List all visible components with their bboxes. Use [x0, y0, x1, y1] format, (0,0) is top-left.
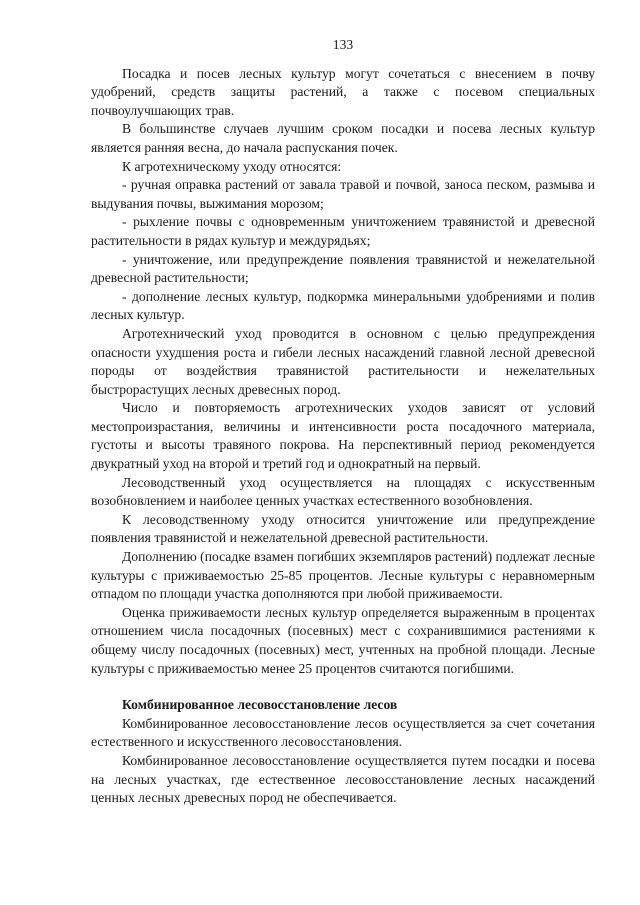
page-number: 133	[332, 37, 354, 52]
paragraph-best-planting-time: В большинстве случаев лучшим сроком посадки и посева лесных культур является ранняя весна, до начала распускания почек.	[91, 121, 595, 155]
section-heading: Комбинированное лесовосстановление лесов	[122, 697, 398, 713]
paragraph-agrotech-care-intro: К агротехническому уходу относятся:	[122, 158, 342, 174]
document-page	[91, 36, 595, 808]
paragraph-planting-fertilizers: Посадка и посев лесных культур могут сочетаться с внесением в почву удобрений, средств защиты растений, а также с посевом специальных почвоулучшающих трав.	[91, 65, 595, 118]
paragraph-survival-assessment: Оценка приживаемости лесных культур определяется выраженным в процентах отношением числа посадочных (посевных) мест с сохранившимися растениями к общему числу посадочных (посевных) мест, учтенных на пробной площади. Лесные культуры с приживаемостью менее 25 процентов считаются погибшими.	[91, 604, 595, 676]
list-item-manual-straightening: - ручная оправка растений от завала травой и почвой, заноса песком, размыва и выдувания почвы, выжимания морозом;	[91, 177, 595, 211]
list-item-supplementing-cultures: - дополнение лесных культур, подкормка минеральными удобрениями и полив лесных культур.	[91, 288, 595, 323]
paragraph-agrotech-care-purpose: Агротехнический уход проводится в основном с целью предупреждения опасности ухудшения роста и гибели лесных насаждений главной лесной древесной породы от воздействия травянистой растительности и нежелательных быстрорастущих лесных древесных пород.	[91, 325, 595, 397]
paragraph-silvicultural-care: Лесоводственный уход осуществляется на площадях с искусственным возобновлением и наиболее ценных участках естественного возобновления.	[91, 474, 595, 509]
paragraph-supplementing: Дополнению (посадке взамен погибших экземпляров растений) подлежат лесные культуры с приживаемостью 25-85 процентов. Лесные культуры с неравномерным отпадом по площади участка дополняются при любой приживаемости.	[91, 549, 595, 602]
paragraph-combined-reforestation: Комбинированное лесовосстановление лесов осуществляется за счет сочетания естественного и искусственного лесовосстановления.	[91, 715, 595, 750]
paragraph-combined-reforestation-method: Комбинированное лесовосстановление осуществляется путем посадки и посева на лесных участках, где естественное лесовосстановление лесных насаждений ценных лесных древесных пород не обеспечивается.	[91, 752, 595, 806]
list-item-soil-loosening: - рыхление почвы с одновременным уничтожением травянистой и древесной растительности в рядах культур и междурядьях;	[91, 214, 595, 248]
list-item-vegetation-destruction: - уничтожение, или предупреждение появления травянистой и нежелательной древесной растительности;	[91, 251, 595, 286]
paragraph-silvicultural-care-includes: К лесоводственному уходу относится уничтожение или предупреждение появления травянистой и нежелательной древесной растительности.	[91, 511, 595, 546]
paragraph-care-frequency: Число и повторяемость агротехнических уходов зависят от условий местопроизрастания, величины и интенсивности роста посадочного материала, густоты и высоты травяного покрова. На перспективный период рекомендуется двукратный уход на второй и третий год и однократный на первый.	[91, 400, 595, 472]
